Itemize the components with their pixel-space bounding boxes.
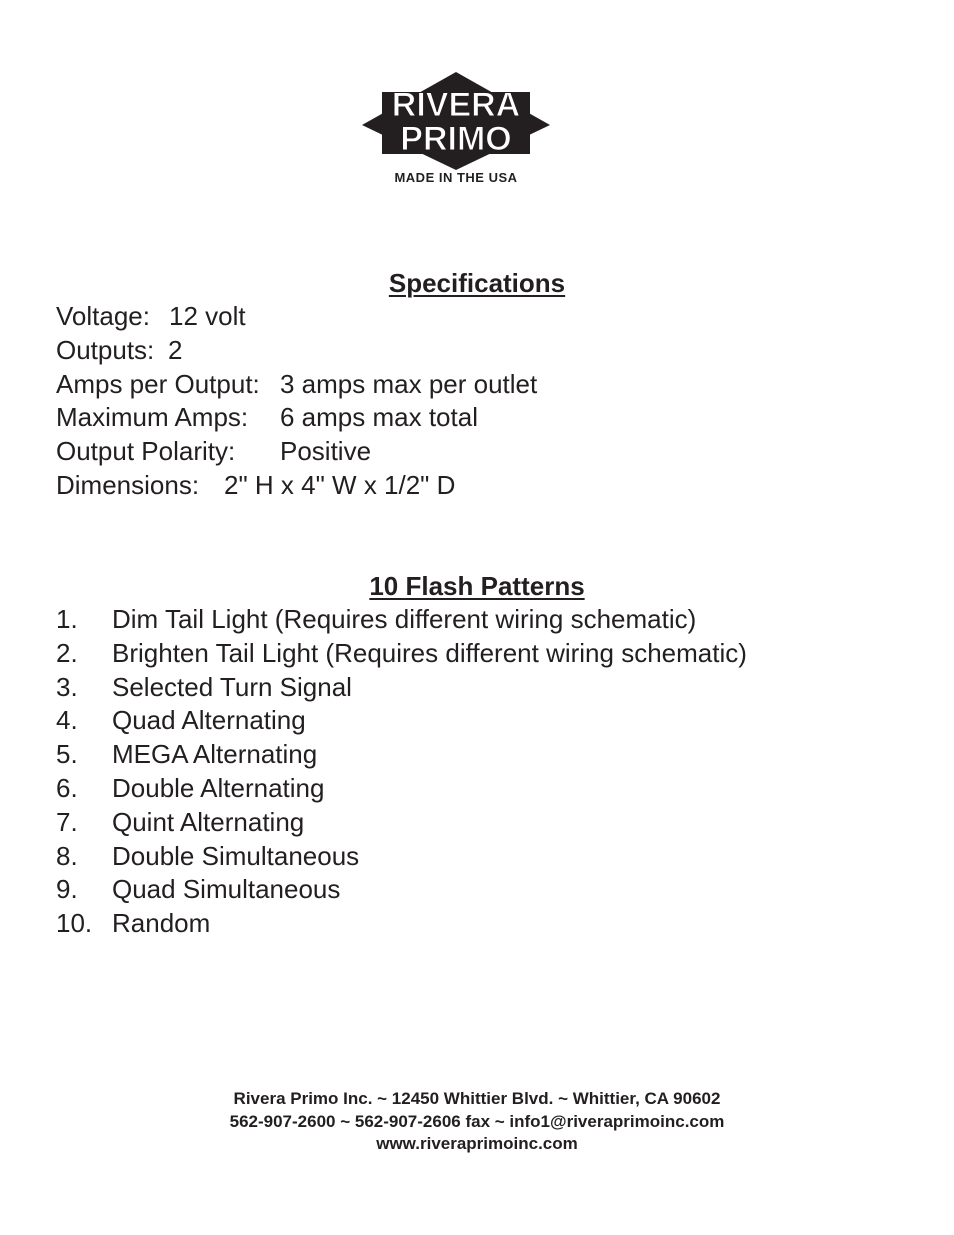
spec-value: 2" H x 4" W x 1/2" D xyxy=(224,469,456,500)
pattern-number: 4. xyxy=(56,705,78,736)
list-item xyxy=(56,738,747,772)
list-item xyxy=(56,603,747,637)
pattern-text: Quad Simultaneous xyxy=(112,874,341,905)
pattern-text: Dim Tail Light (Requires different wiring schematic) xyxy=(112,604,697,634)
spec-label: Output Polarity: xyxy=(56,436,236,467)
pattern-number: 1. xyxy=(56,604,78,634)
spec-value: 12 volt xyxy=(169,301,246,331)
pattern-number: 7. xyxy=(56,806,78,837)
spec-row-maximum-amps xyxy=(56,401,537,435)
spec-row-amps-per-output xyxy=(56,368,537,402)
spec-row-outputs xyxy=(56,334,537,368)
pattern-number: 2. xyxy=(56,637,78,668)
spec-value: 6 amps max total xyxy=(280,402,478,433)
specifications-list xyxy=(56,300,537,503)
list-item xyxy=(56,637,747,671)
spec-label: Maximum Amps: xyxy=(56,402,249,433)
list-item xyxy=(56,806,747,840)
pattern-text: Quad Alternating xyxy=(112,705,306,736)
flash-patterns-list xyxy=(56,603,747,941)
pattern-text: MEGA Alternating xyxy=(112,739,318,770)
spec-value: 3 amps max per outlet xyxy=(280,368,538,399)
list-item xyxy=(56,671,747,705)
spec-row-voltage xyxy=(56,300,537,334)
spec-row-output-polarity xyxy=(56,435,537,469)
pattern-number: 5. xyxy=(56,739,78,770)
footer-website: www.riveraprimoinc.com xyxy=(376,1134,578,1153)
footer-address: Rivera Primo Inc. ~ 12450 Whittier Blvd. ~ Whittier, CA 90602 xyxy=(233,1089,721,1108)
spec-value: 2 xyxy=(168,334,183,365)
specifications-heading: Specifications xyxy=(388,268,566,298)
pattern-text: Selected Turn Signal xyxy=(112,671,352,702)
spec-value: Positive xyxy=(280,436,372,467)
pattern-text: Double Simultaneous xyxy=(112,840,360,871)
pattern-number: 10. xyxy=(56,908,93,939)
list-item xyxy=(56,907,747,941)
flash-patterns-heading: 10 Flash Patterns xyxy=(369,571,585,601)
footer xyxy=(0,1088,954,1156)
pattern-text: Quint Alternating xyxy=(112,806,305,837)
pattern-number: 8. xyxy=(56,840,78,871)
list-item xyxy=(56,840,747,874)
spec-label: Outputs: xyxy=(56,334,155,365)
logo-diamond-icon xyxy=(360,70,552,170)
pattern-number: 9. xyxy=(56,874,78,905)
logo-tagline: MADE IN THE USA xyxy=(394,170,518,185)
spec-label: Amps per Output: xyxy=(56,368,260,399)
list-item xyxy=(56,873,747,907)
spec-label: Dimensions: xyxy=(56,469,200,500)
pattern-number: 6. xyxy=(56,772,78,803)
pattern-text: Double Alternating xyxy=(112,772,325,803)
spec-label: Voltage: xyxy=(56,301,150,331)
logo-line2: PRIMO xyxy=(400,120,512,158)
rivera-primo-logo xyxy=(360,70,552,185)
pattern-text: Random xyxy=(112,908,211,939)
list-item xyxy=(56,772,747,806)
spec-row-dimensions xyxy=(56,469,537,503)
list-item xyxy=(56,704,747,738)
footer-contact: 562-907-2600 ~ 562-907-2606 fax ~ info1@riveraprimoinc.com xyxy=(229,1111,725,1131)
pattern-number: 3. xyxy=(56,671,78,702)
logo-line1: RIVERA xyxy=(391,86,521,124)
pattern-text: Brighten Tail Light (Requires different wiring schematic) xyxy=(112,637,747,668)
